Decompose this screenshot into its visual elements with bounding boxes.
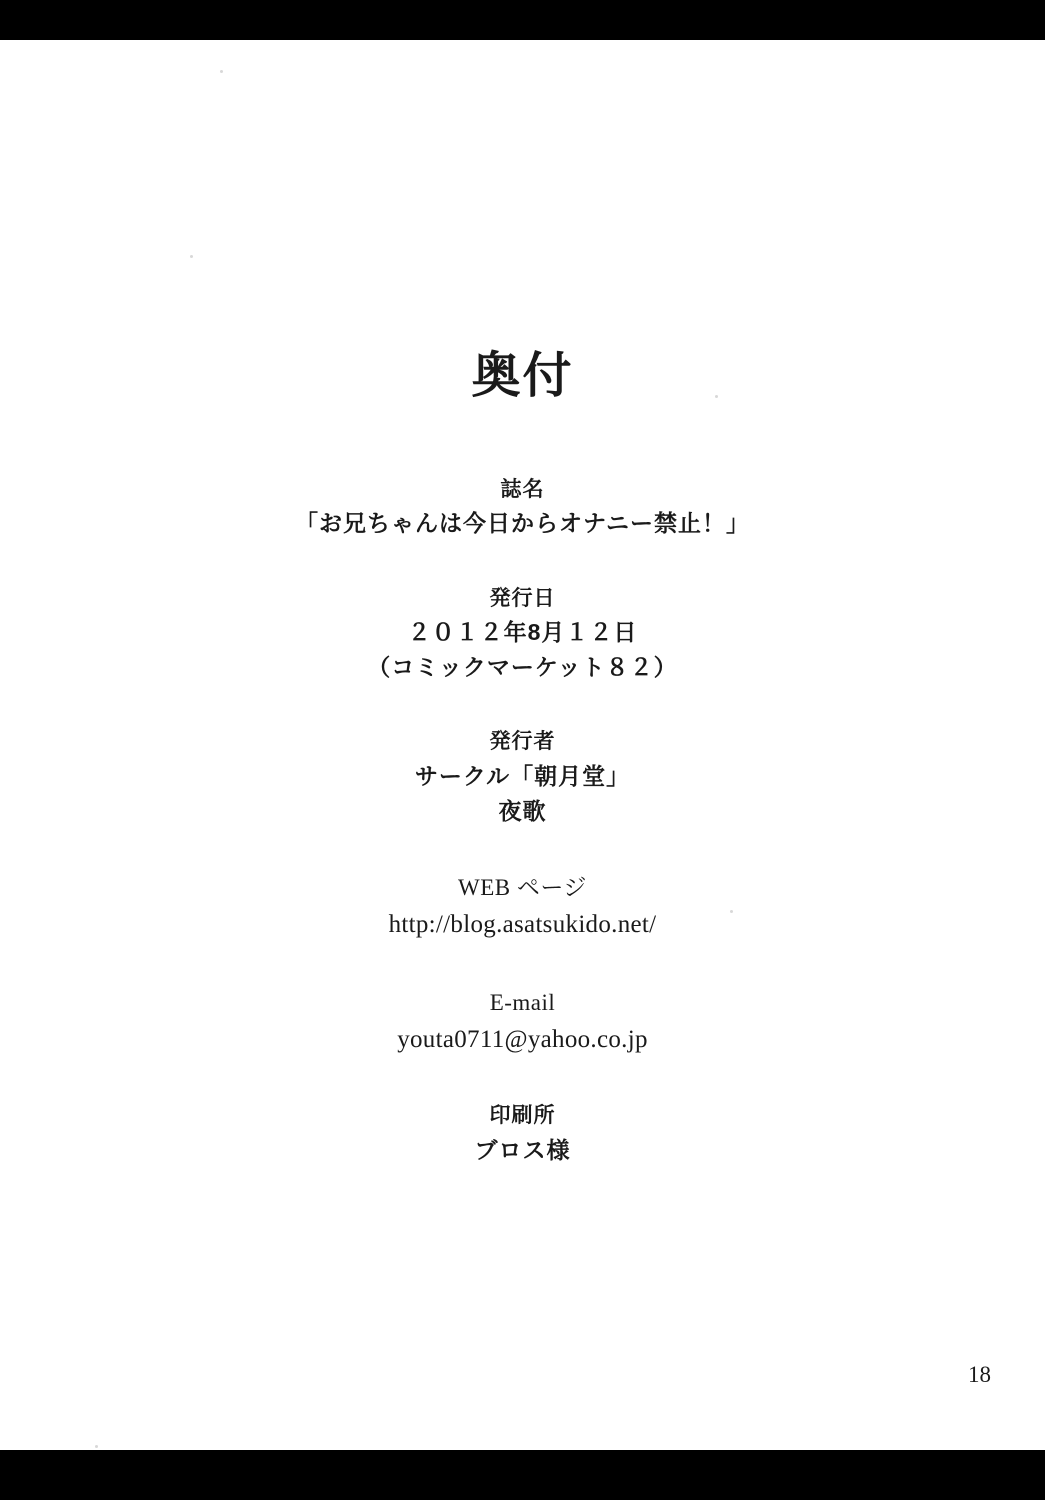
entry-label: 誌名 — [500, 477, 545, 501]
entry-value: （コミックマーケット８２） — [367, 653, 678, 680]
web-url[interactable]: http://blog.asatsukido.net/ — [388, 910, 657, 938]
entry-label: 印刷所 — [489, 1104, 556, 1128]
entry-label: 発行者 — [489, 730, 556, 754]
colophon-entry-publisher — [0, 726, 1045, 828]
entry-label: 発行日 — [489, 586, 556, 610]
colophon — [0, 40, 1045, 1167]
page-bottom-border — [0, 1450, 1045, 1500]
entry-value: ２０１２年8月１２日 — [407, 619, 638, 646]
entry-value: 夜歌 — [498, 797, 547, 824]
scan-speck — [95, 1445, 98, 1448]
colophon-entry-date — [0, 583, 1045, 685]
colophon-entry-web — [0, 870, 1045, 943]
entry-value: ブロス様 — [474, 1136, 571, 1163]
entry-label: WEB ページ — [458, 875, 587, 901]
entry-value: サークル「朝月堂」 — [414, 763, 631, 790]
entry-value: 「お兄ちゃんは今日からオナニー禁止！」 — [294, 510, 751, 537]
paper-area — [0, 40, 1045, 1450]
page-title: 奥付 — [471, 349, 574, 403]
colophon-entry-title — [0, 474, 1045, 541]
email-address[interactable]: youta0711@yahoo.co.jp — [397, 1025, 648, 1053]
entry-label: E-mail — [489, 990, 556, 1016]
page-number: 18 — [968, 1362, 991, 1387]
colophon-entry-printer — [0, 1100, 1045, 1167]
colophon-entry-email — [0, 985, 1045, 1058]
